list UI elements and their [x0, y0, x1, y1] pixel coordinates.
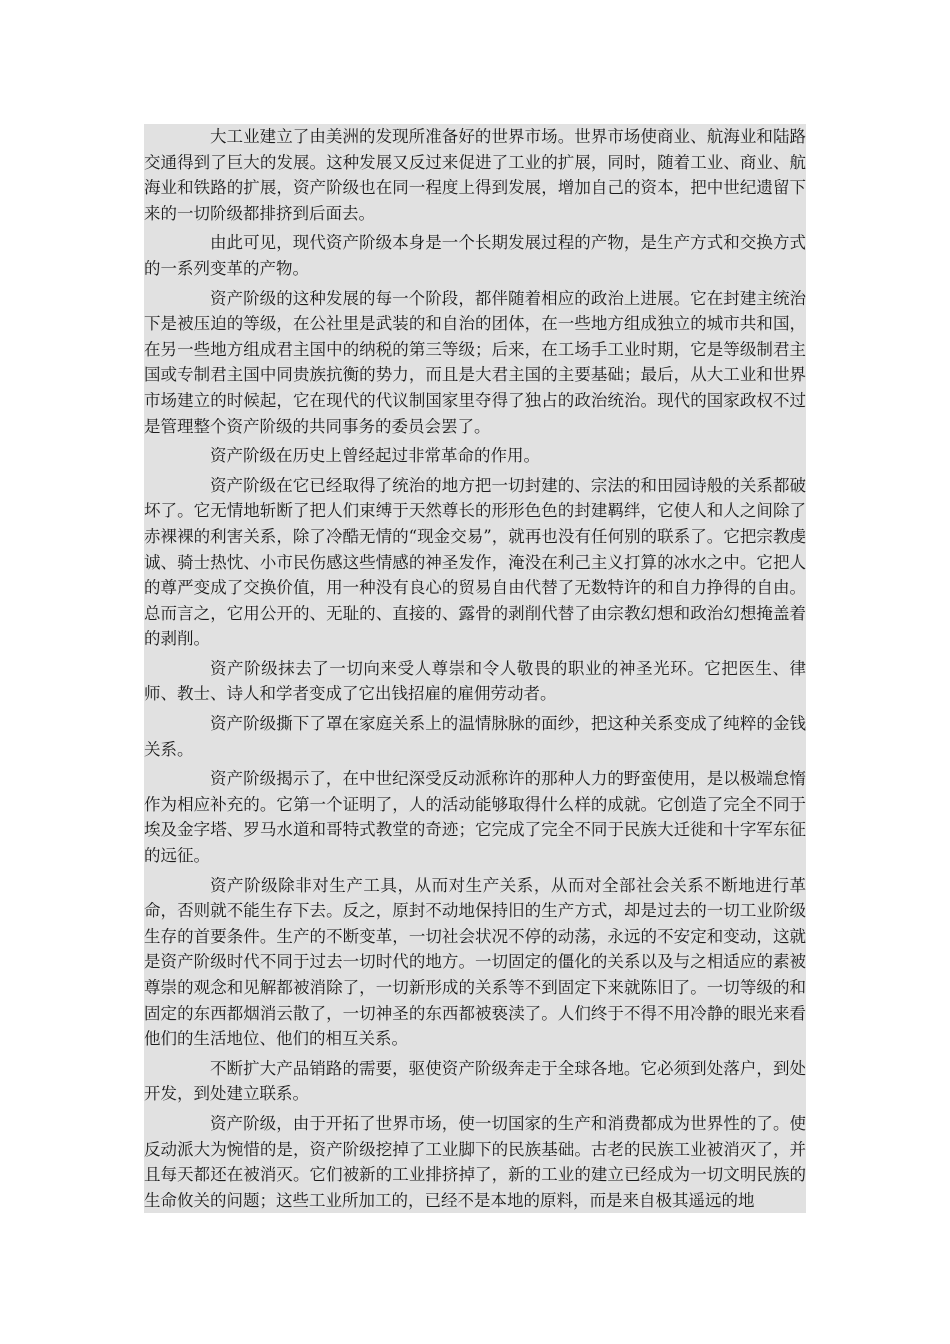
paragraph-5: 资产阶级在它已经取得了统治的地方把一切封建的、宗法的和田园诗般的关系都破坏了。它无情地斩断了把人们束缚于天然尊长的形形色色的封建羁绊，它使人和人之间除了赤裸裸的利害关系，除了冷酷无情的“现金交易”，就再也没有任何别的联系了。它把宗教虔诚、骑士热忱、小市民伤感这些情感的神圣发作，淹没在利己主义打算的冰水之中。它把人的尊严变成了交换价值，用一种没有良心的贸易自由代替了无数特许的和自力挣得的自由。总而言之，它用公开的、无耻的、直接的、露骨的剥削代替了由宗教幻想和政治幻想掩盖着的剥削。: [144, 475, 806, 649]
paragraph-10: 不断扩大产品销路的需要，驱使资产阶级奔走于全球各地。它必须到处落户，到处开发，到处建立联系。: [144, 1058, 806, 1104]
paragraph-2: 由此可见，现代资产阶级本身是一个长期发展过程的产物，是生产方式和交换方式的一系列变革的产物。: [144, 233, 806, 278]
paragraph-8: 资产阶级揭示了，在中世纪深受反动派称许的那种人力的野蛮使用，是以极端怠惰作为相应补充的。它第一个证明了，人的活动能够取得什么样的成就。它创造了完全不同于埃及金字塔、罗马水道和哥特式教堂的奇迹；它完成了完全不同于民族大迁徙和十字军东征的远征。: [144, 769, 806, 866]
paragraph-7: 资产阶级撕下了罩在家庭关系上的温情脉脉的面纱，把这种关系变成了纯粹的金钱关系。: [144, 714, 806, 759]
paragraph-6: 资产阶级抹去了一切向来受人尊崇和令人敬畏的职业的神圣光环。它把医生、律师、教士、诗人和学者变成了它出钱招雇的雇佣劳动者。: [144, 658, 806, 704]
paragraph-3: 资产阶级的这种发展的每一个阶段，都伴随着相应的政治上进展。它在封建主统治下是被压迫的等级，在公社里是武装的和自治的团体，在一些地方组成独立的城市共和国，在另一些地方组成君主国中的纳税的第三等级；后来，在工场手工业时期，它是等级制君主国或专制君主国中同贵族抗衡的势力，而且是大君主国的主要基础；最后，从大工业和世界市场建立的时候起，它在现代的代议制国家里夺得了独占的政治统治。现代的国家政权不过是管理整个资产阶级的共同事务的委员会罢了。: [144, 288, 806, 436]
text-block: [144, 124, 806, 1213]
paragraph-4: 资产阶级在历史上曾经起过非常革命的作用。: [210, 446, 540, 466]
paragraph-11: 资产阶级，由于开拓了世界市场，使一切国家的生产和消费都成为世界性的了。使反动派大为惋惜的是，资产阶级挖掉了工业脚下的民族基础。古老的民族工业被消灭了，并且每天都还在被消灭。它们被新的工业排挤掉了，新的工业的建立已经成为一切文明民族的生命攸关的问题；这些工业所加工的，已经不是本地的原料，而是来自极其遥远的地: [144, 1113, 806, 1210]
paragraph-1: 大工业建立了由美洲的发现所准备好的世界市场。世界市场使商业、航海业和陆路交通得到了巨大的发展。这种发展又反过来促进了工业的扩展，同时，随着工业、商业、航海业和铁路的扩展，资产阶级也在同一程度上得到发展，增加自己的资本，把中世纪遗留下来的一切阶级都排挤到后面去。: [144, 127, 806, 223]
paragraph-9: 资产阶级除非对生产工具，从而对生产关系，从而对全部社会关系不断地进行革命，否则就不能生存下去。反之，原封不动地保持旧的生产方式，却是过去的一切工业阶级生存的首要条件。生产的不断变革，一切社会状况不停的动荡，永远的不安定和变动，这就是资产阶级时代不同于过去一切时代的地方。一切固定的僵化的关系以及与之相适应的素被尊崇的观念和见解都被消除了，一切新形成的关系等不到固定下来就陈旧了。一切等级的和固定的东西都烟消云散了，一切神圣的东西都被亵渎了。人们终于不得不用冷静的眼光来看他们的生活地位、他们的相互关系。: [144, 875, 806, 1049]
